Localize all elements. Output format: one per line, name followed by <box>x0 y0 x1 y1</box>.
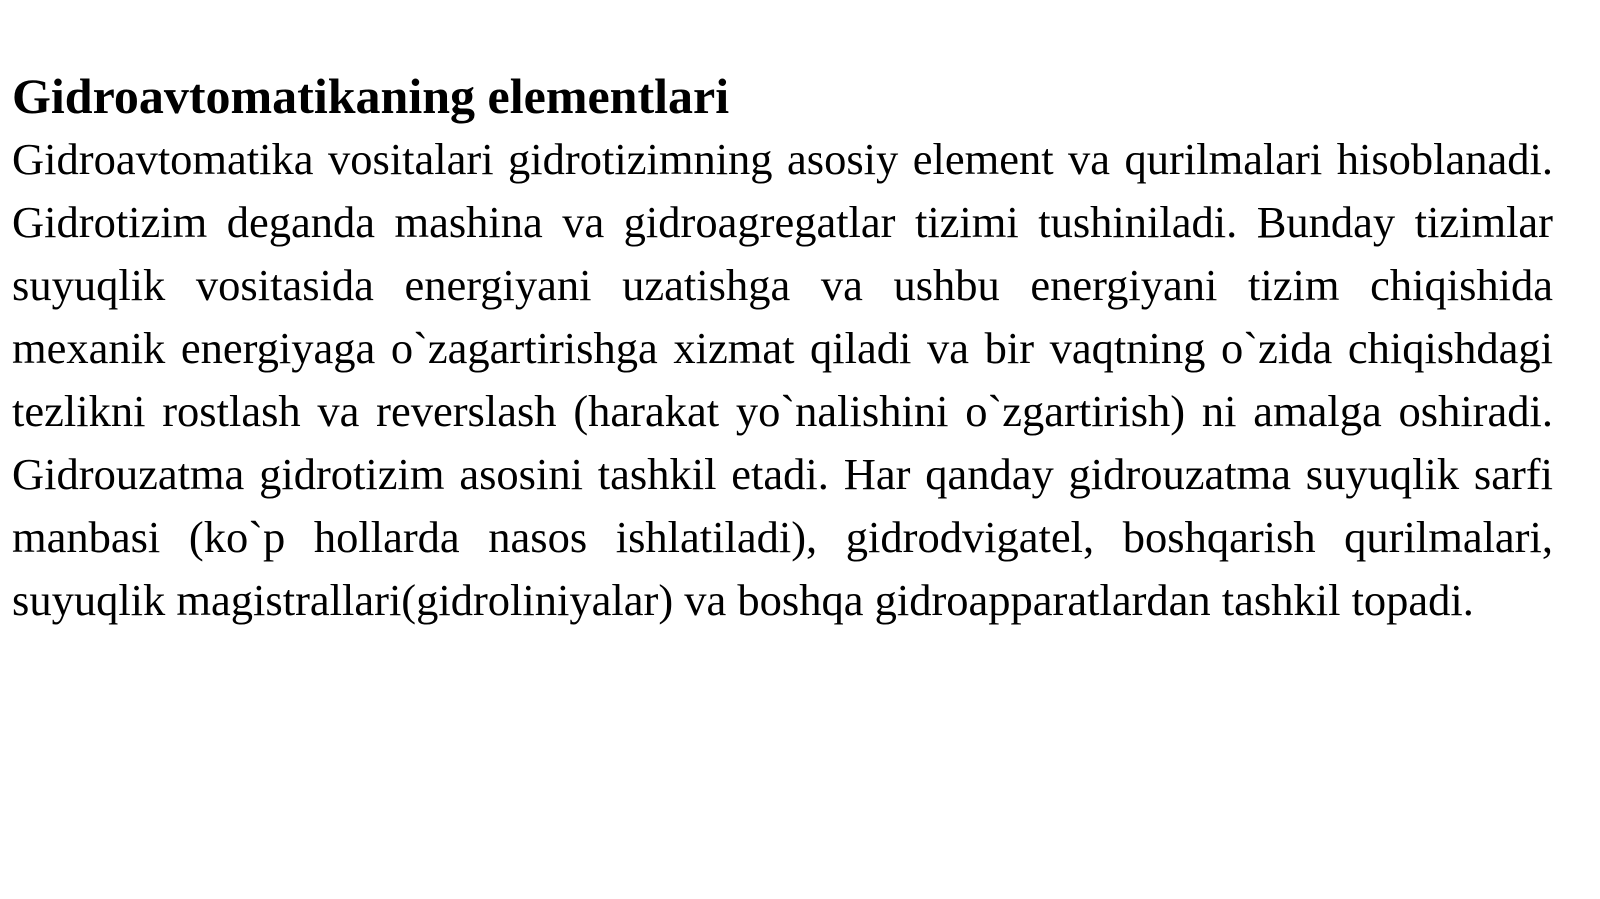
slide-title: Gidroavtomatikaning elementlari <box>12 68 730 124</box>
slide-body-text: Gidroavtomatika vositalari gidrotizimning asosiy element va qurilmalari hisoblanadi. Gidrotizim deganda mashina va gidroagregatlar tizimi tushiniladi. Bunday tizimlar suyuqlik vositasida energiyani uzatishga va ushbu energiyani tizim chiqishida mexanik energiyaga o`zagartirishga xizmat qiladi va bir vaqtning o`zida chiqishdagi tezlikni rostlash va reverslash (harakat yo`nalishini o`zgartirish) ni amalga oshiradi. Gidrouzatma gidrotizim asosini tashkil etadi. Har qanday gidrouzatma suyuqlik sarfi manbasi (ko`p hollarda nasos ishlatiladi), gidrodvigatel, boshqarish qurilmalari, suyuqlik magistrallari(gidroliniyalar) va boshqa gidroapparatlardan tashkil topadi. <box>12 134 1553 625</box>
slide-content <box>12 64 1553 632</box>
